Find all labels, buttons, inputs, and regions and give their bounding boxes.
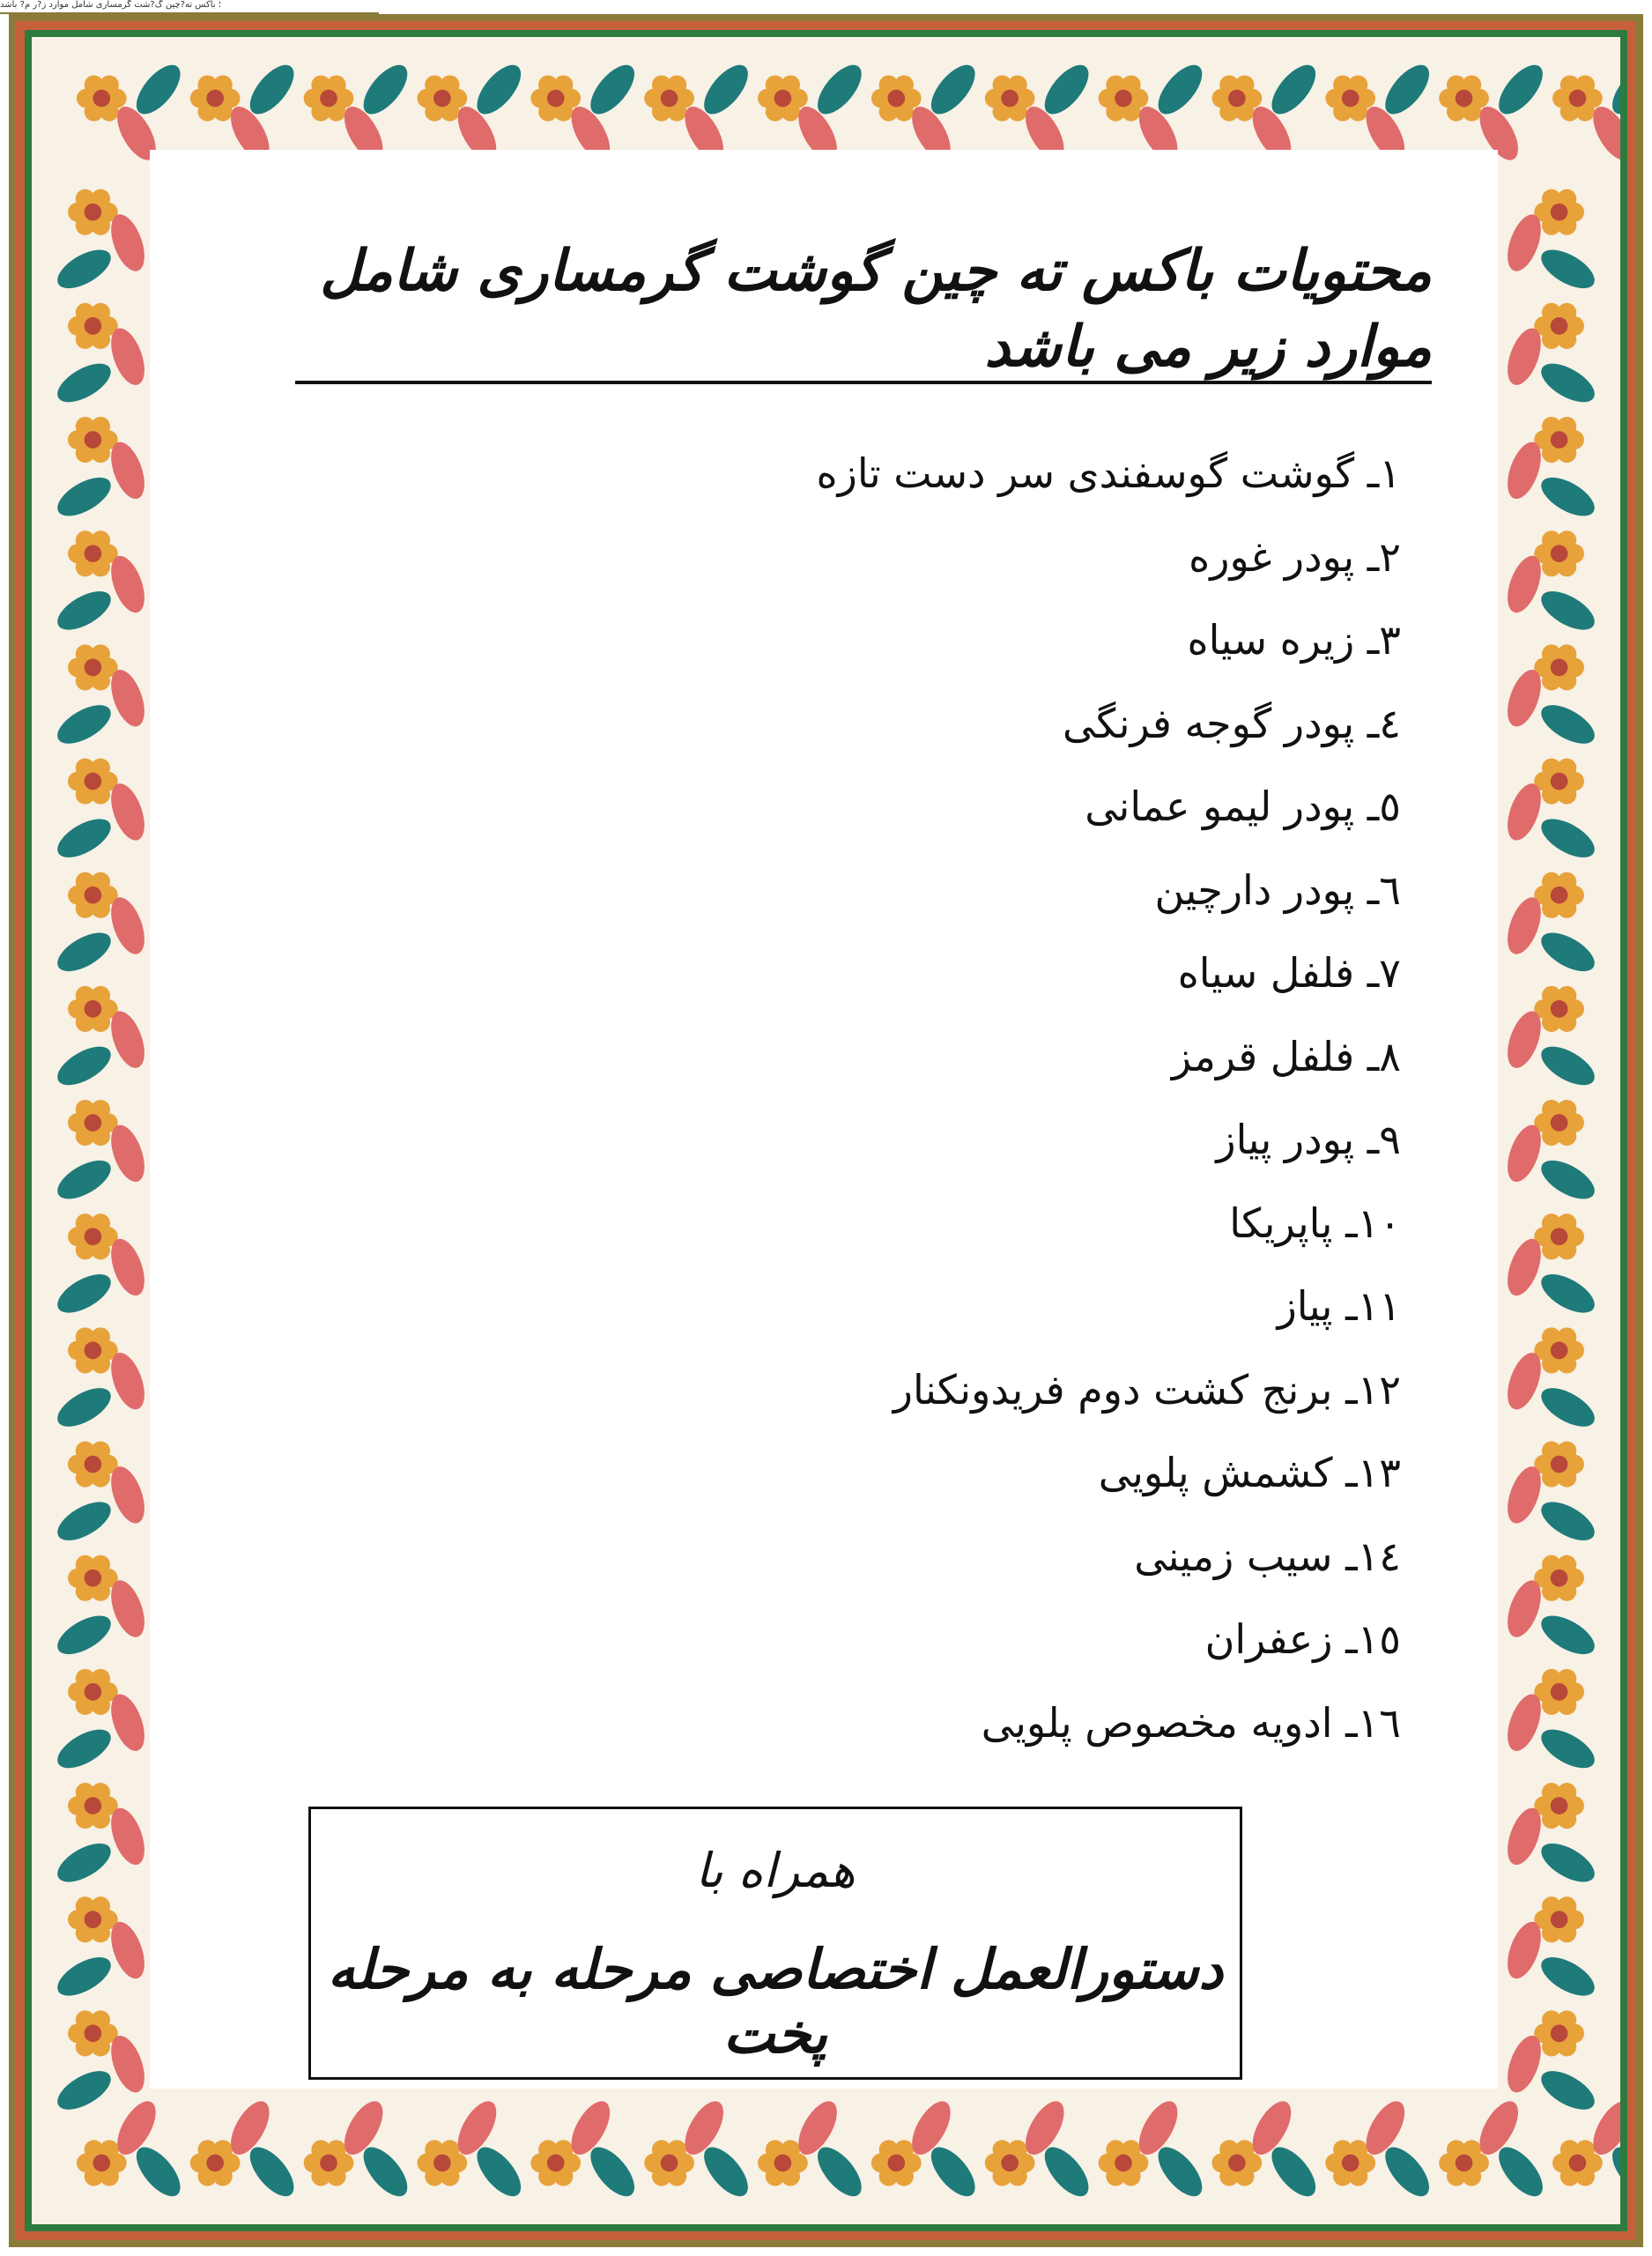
leaf-icon xyxy=(1377,58,1437,122)
flower-center-icon xyxy=(1115,90,1132,108)
flower-center-icon xyxy=(1456,90,1473,108)
leaf-icon xyxy=(1037,58,1097,122)
leaf-icon xyxy=(1491,58,1551,122)
flower-center-icon xyxy=(1115,2155,1132,2172)
flower-center-icon xyxy=(1456,2155,1473,2172)
leaf-icon xyxy=(51,356,116,410)
leaf-icon xyxy=(51,1494,116,1547)
title-underline xyxy=(295,381,1432,384)
content-panel xyxy=(150,150,1498,2089)
leaf-icon xyxy=(1037,2140,1097,2203)
leaf-icon xyxy=(1535,1380,1600,1434)
leaf-icon xyxy=(356,2140,416,2203)
flower-center-icon xyxy=(887,2155,905,2172)
leaf-icon xyxy=(51,470,116,523)
leaf-icon xyxy=(242,58,302,122)
flower-center-icon xyxy=(547,2155,565,2172)
leaf-icon xyxy=(51,925,116,979)
leaf-icon xyxy=(696,2140,756,2203)
leaf-icon xyxy=(51,583,116,637)
list-item: ۱۳ـ کشمش پلویی xyxy=(1098,1449,1401,1496)
leaf-icon xyxy=(1263,58,1323,122)
box-line-2: دستورالعمل اختصاصی مرحله به مرحله پخت xyxy=(327,1937,1224,2066)
list-item: ٦ـ پودر دارچین xyxy=(1154,865,1401,914)
leaf-icon xyxy=(51,697,116,751)
flower-center-icon xyxy=(320,90,337,108)
ingredients-list xyxy=(344,432,1401,1764)
flower-center-icon xyxy=(1342,2155,1359,2172)
flower-center-icon xyxy=(85,1228,102,1245)
list-item: ۸ـ فلفل قرمز xyxy=(1171,1032,1401,1080)
leaf-icon xyxy=(1535,1949,1600,2003)
flower-center-icon xyxy=(85,1570,102,1587)
leaf-icon xyxy=(51,811,116,865)
flower-center-icon xyxy=(1001,2155,1019,2172)
leaf-icon xyxy=(1535,1722,1600,1776)
flower-center-icon xyxy=(206,90,224,108)
leaf-icon xyxy=(1535,925,1600,979)
leaf-icon xyxy=(810,58,870,122)
list-item: ۳ـ زیره سیاه xyxy=(1187,616,1401,664)
flower-center-icon xyxy=(1551,1000,1568,1018)
flower-center-icon xyxy=(1551,1911,1568,1928)
leaf-icon xyxy=(1377,2140,1437,2203)
leaf-icon xyxy=(582,2140,642,2203)
leaf-icon xyxy=(51,1266,116,1320)
leaf-icon xyxy=(469,2140,529,2203)
list-item: ۲ـ پودر غوره xyxy=(1189,532,1401,581)
list-item: ۱۲ـ برنج کشت دوم فریدونکنار xyxy=(893,1365,1401,1414)
leaf-icon xyxy=(51,1608,116,1662)
leaf-icon xyxy=(129,2140,189,2203)
leaf-icon xyxy=(51,1039,116,1093)
flower-center-icon xyxy=(661,2155,678,2172)
flower-center-icon xyxy=(1228,2155,1246,2172)
leaf-icon xyxy=(1535,242,1600,296)
flower-center-icon xyxy=(1551,1570,1568,1587)
flower-center-icon xyxy=(85,1797,102,1814)
flower-center-icon xyxy=(1551,773,1568,790)
flower-center-icon xyxy=(1551,1342,1568,1360)
list-item: ۱٤ـ سیب زمینی xyxy=(1134,1532,1401,1580)
flower-center-icon xyxy=(1228,90,1246,108)
flower-center-icon xyxy=(85,773,102,790)
leaf-icon xyxy=(51,1722,116,1776)
box-line-1: همراه با xyxy=(695,1843,856,1898)
flower-center-icon xyxy=(85,1114,102,1132)
leaf-icon xyxy=(582,58,642,122)
page-title: محتویات باکس ته چین گوشت گرمساری شامل موارد زیر می باشد xyxy=(320,238,1432,380)
flower-center-icon xyxy=(85,1000,102,1018)
flower-center-icon xyxy=(320,2155,337,2172)
flower-center-icon xyxy=(1551,1797,1568,1814)
flower-center-icon xyxy=(85,1911,102,1928)
flower-center-icon xyxy=(85,887,102,904)
flower-center-icon xyxy=(1551,545,1568,562)
leaf-icon xyxy=(1535,583,1600,637)
leaf-icon xyxy=(51,242,116,296)
flower-center-icon xyxy=(1551,204,1568,221)
flower-center-icon xyxy=(85,431,102,449)
flower-center-icon xyxy=(85,1683,102,1701)
flower-center-icon xyxy=(93,2155,110,2172)
flower-center-icon xyxy=(1551,317,1568,335)
flower-center-icon xyxy=(1551,659,1568,677)
flower-center-icon xyxy=(85,659,102,677)
leaf-icon xyxy=(1151,2140,1211,2203)
leaf-icon xyxy=(810,2140,870,2203)
flower-center-icon xyxy=(1551,1228,1568,1245)
list-item: ۱٥ـ زعفران xyxy=(1204,1615,1401,1663)
leaf-icon xyxy=(1535,811,1600,865)
list-item: ٥ـ پودر لیمو عمانی xyxy=(1085,783,1401,830)
leaf-icon xyxy=(1535,2063,1600,2117)
flower-center-icon xyxy=(661,90,678,108)
flower-center-icon xyxy=(1569,2155,1587,2172)
flower-center-icon xyxy=(93,90,110,108)
leaf-icon xyxy=(1535,697,1600,751)
list-item: ۷ـ فلفل سیاه xyxy=(1177,949,1401,997)
leaf-icon xyxy=(923,2140,983,2203)
list-item: ۹ـ پودر پیاز xyxy=(1216,1116,1401,1163)
leaf-icon xyxy=(1151,58,1211,122)
leaf-icon xyxy=(242,2140,302,2203)
flower-center-icon xyxy=(1569,90,1587,108)
flower-center-icon xyxy=(774,90,792,108)
flower-center-icon xyxy=(1001,90,1019,108)
flower-center-icon xyxy=(85,1456,102,1473)
leaf-icon xyxy=(469,58,529,122)
leaf-icon xyxy=(51,1949,116,2003)
leaf-icon xyxy=(356,58,416,122)
flower-center-icon xyxy=(85,317,102,335)
flower-center-icon xyxy=(85,2025,102,2043)
list-item: ۱۰ـ پاپریکا xyxy=(1229,1198,1401,1247)
leaf-icon xyxy=(51,1836,116,1889)
list-item: ٤ـ پودر گوجه فرنگی xyxy=(1062,699,1401,747)
flower-center-icon xyxy=(1342,90,1359,108)
flower-center-icon xyxy=(1551,2025,1568,2043)
flower-center-icon xyxy=(206,2155,224,2172)
leaf-icon xyxy=(1535,1494,1600,1547)
leaf-icon xyxy=(1535,470,1600,523)
leaf-icon xyxy=(1535,1836,1600,1889)
flower-center-icon xyxy=(1551,1683,1568,1701)
instructions-box xyxy=(308,1807,1242,2080)
flower-center-icon xyxy=(1551,431,1568,449)
leaf-icon xyxy=(1263,2140,1323,2203)
leaf-icon xyxy=(1535,1039,1600,1093)
flower-center-icon xyxy=(547,90,565,108)
leaf-icon xyxy=(1491,2140,1551,2203)
flower-center-icon xyxy=(85,204,102,221)
leaf-icon xyxy=(129,58,189,122)
list-item: ۱٦ـ ادویه مخصوص پلویی xyxy=(981,1698,1401,1747)
flower-center-icon xyxy=(433,2155,451,2172)
leaf-icon xyxy=(51,1153,116,1206)
flower-center-icon xyxy=(1551,887,1568,904)
flower-center-icon xyxy=(774,2155,792,2172)
leaf-icon xyxy=(51,1380,116,1434)
flower-center-icon xyxy=(85,1342,102,1360)
leaf-icon xyxy=(1535,1266,1600,1320)
flower-center-icon xyxy=(887,90,905,108)
top-header-text: ؛ باكس ته?چين گ?شت گرمساری شامل موارد ز?ر م? باشد xyxy=(0,0,379,14)
list-item: ۱۱ـ پیاز xyxy=(1277,1282,1401,1330)
flower-center-icon xyxy=(1551,1456,1568,1473)
list-item: ۱ـ گوشت گوسفندی سر دست تازه xyxy=(816,449,1401,497)
leaf-icon xyxy=(1535,1153,1600,1206)
flower-center-icon xyxy=(1551,1114,1568,1132)
leaf-icon xyxy=(696,58,756,122)
leaf-icon xyxy=(51,2063,116,2117)
leaf-icon xyxy=(1535,1608,1600,1662)
leaf-icon xyxy=(923,58,983,122)
leaf-icon xyxy=(1535,356,1600,410)
flower-center-icon xyxy=(433,90,451,108)
flower-center-icon xyxy=(85,545,102,562)
